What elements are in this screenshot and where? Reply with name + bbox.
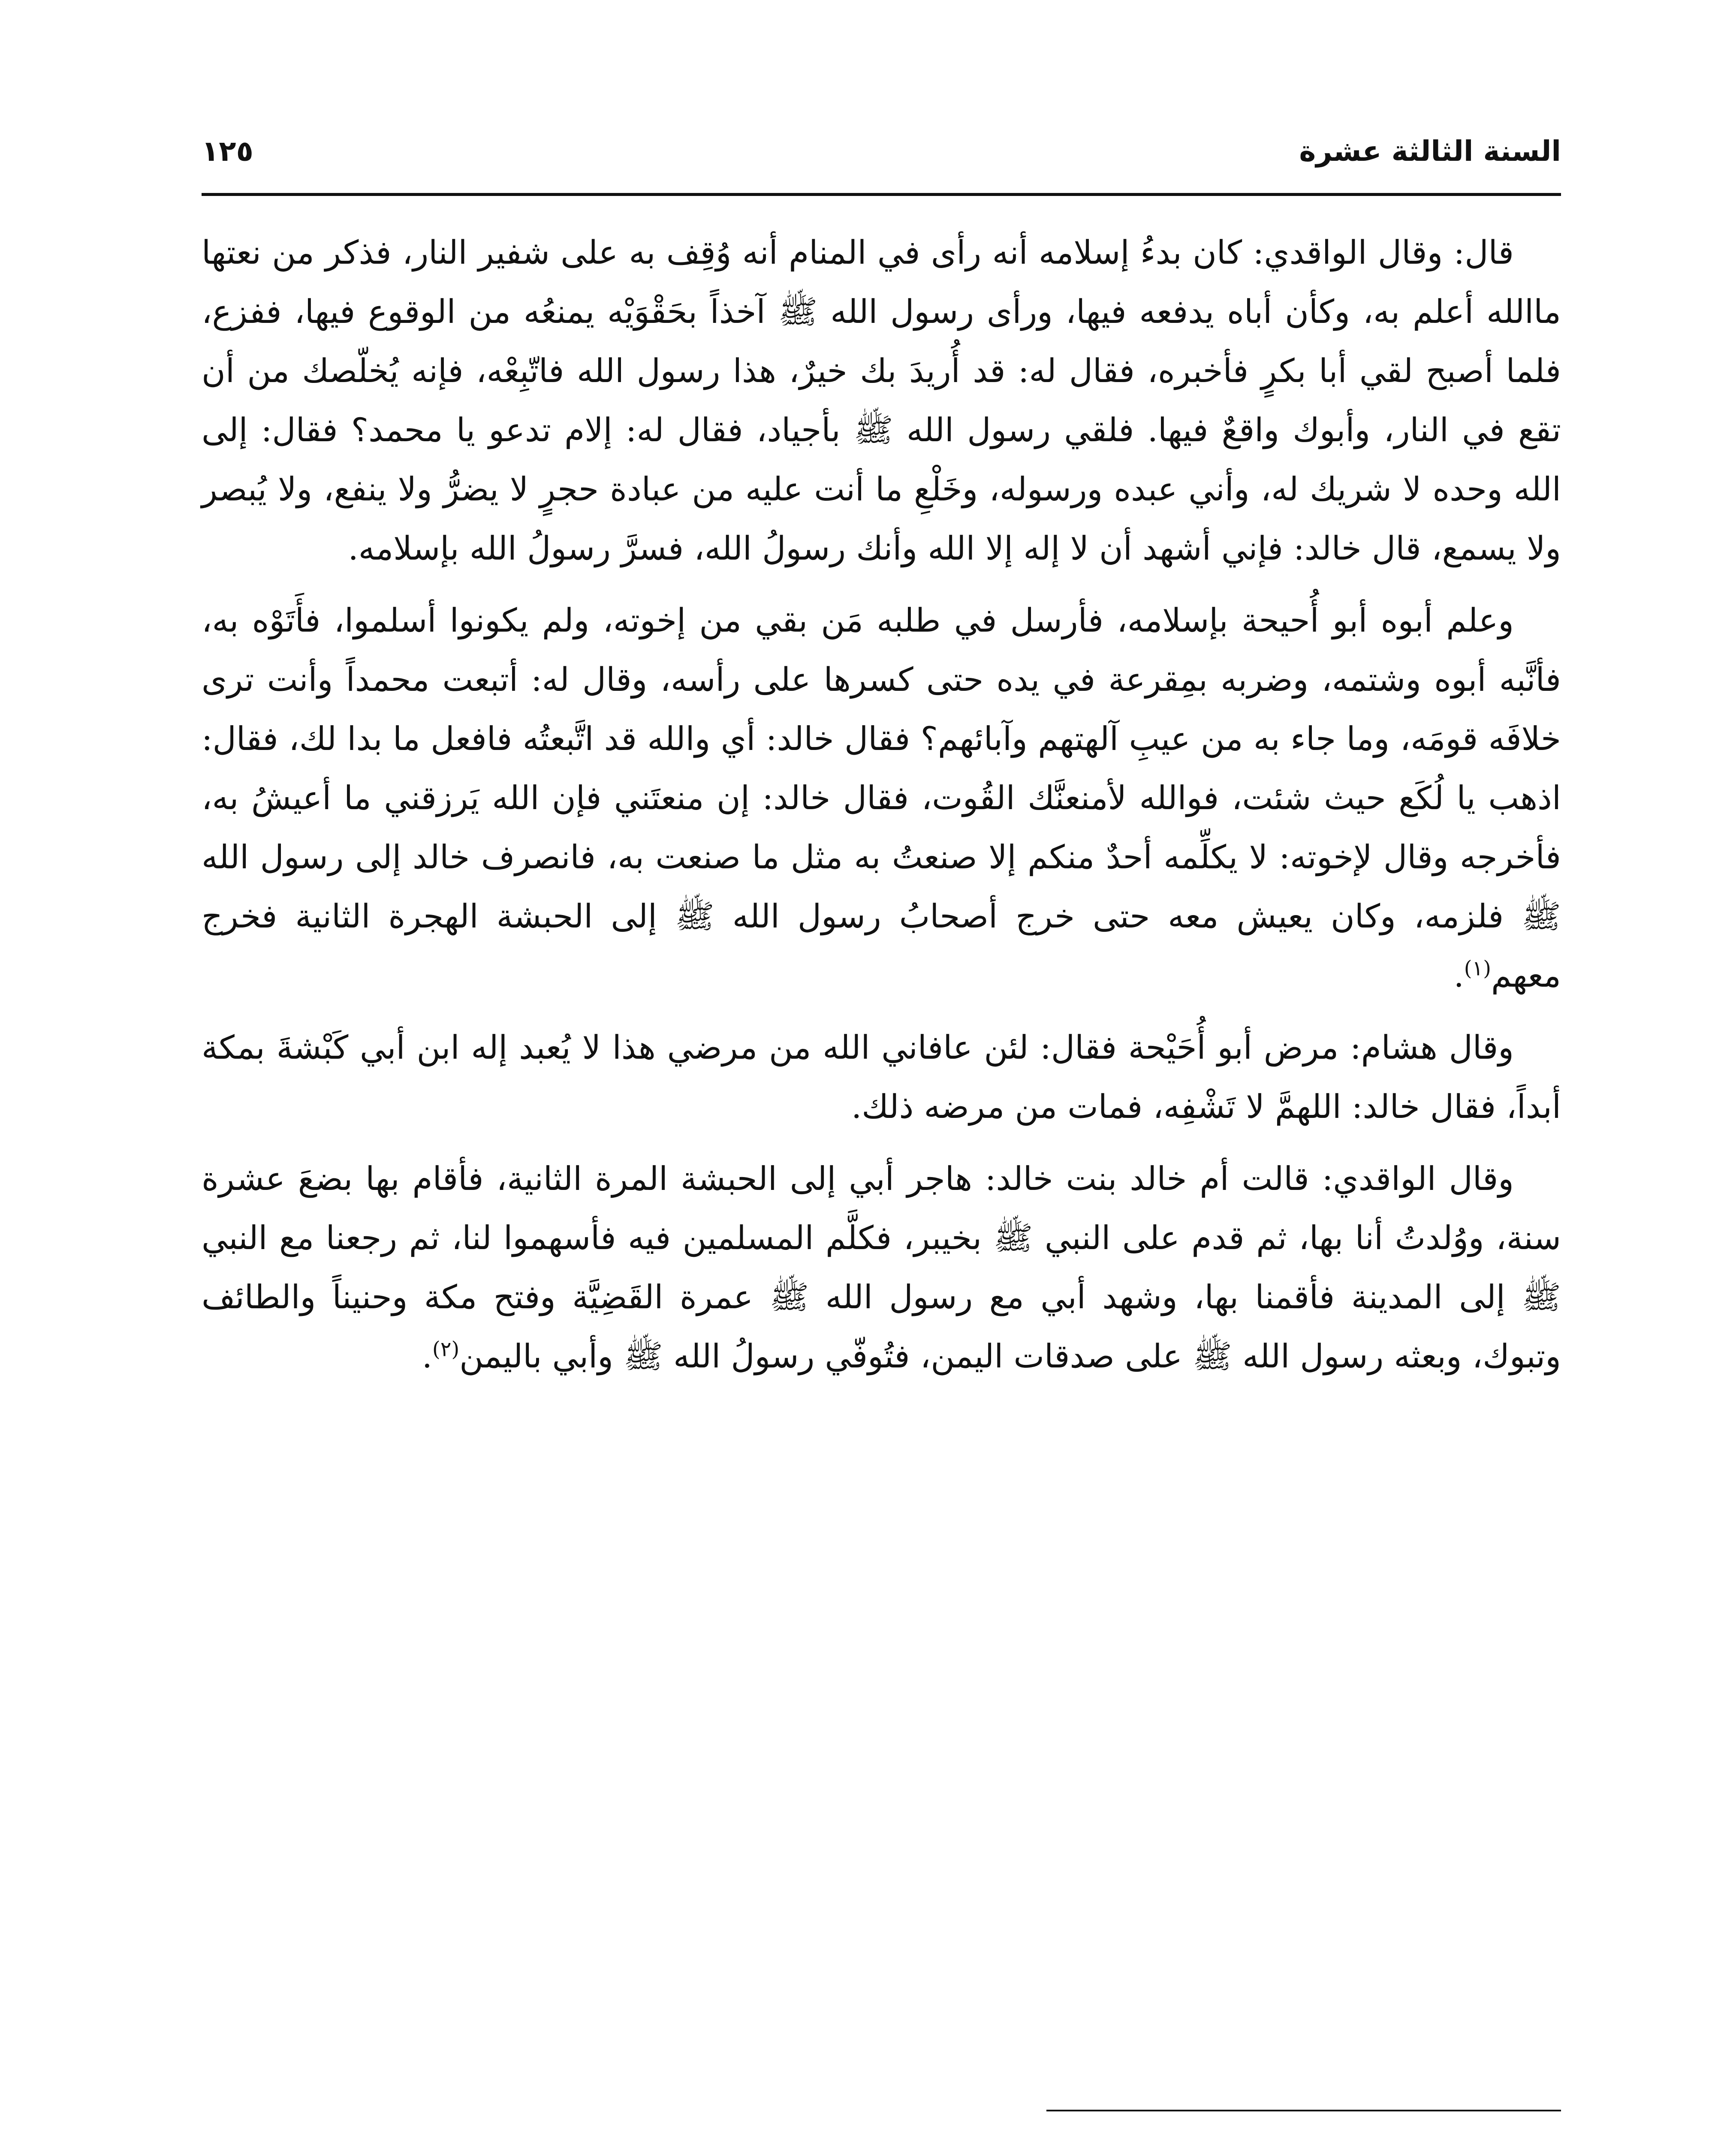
footnote-divider <box>1046 2110 1561 2111</box>
page-number: ١٢٥ <box>202 135 253 168</box>
paragraph-2 <box>202 591 1561 1005</box>
footnote-1 <box>202 2135 1561 2144</box>
sentence-end: . <box>422 1337 433 1375</box>
paragraph-text: وعلم أبوه أبو أُحيحة بإسلامه، فأرسل في طلبه مَن بقي من إخوته، ولم يكونوا أسلموا، فأَتَوْه به، فأنَّبه أبوه وشتمه، وضربه بمِقرعة في يده حتى كسرها على رأسه، وقال له: أتبعت محمداً وأنت ترى خلافَه قومَه، وما جاء به من عيبِ آلهتهم وآبائهم؟ فقال خالد: أي والله قد اتَّبعتُه فافعل ما بدا لك، فقال: اذهب يا لُكَع حيث شئت، فوالله لأمنعنَّك القُوت، فقال خالد: إن منعتَني فإن الله يَرزقني ما أعيشُ به، فأخرجه وقال لإخوته: لا يكلِّمه أحدٌ منكم إلا صنعتُ به مثل ما صنعت به، فانصرف خالد إلى رسول الله ﷺ فلزمه، وكان يعيش معه حتى خرج أصحابُ رسول الله ﷺ إلى الحبشة الهجرة الثانية فخرج معهم <box>202 601 1561 994</box>
paragraph-text: وقال الواقدي: قالت أم خالد بنت خالد: هاجر أبي إلى الحبشة المرة الثانية، فأقام بها بضعَ عشرة سنة، ووُلدتُ أنا بها، ثم قدم على النبي ﷺ بخيبر، فكلَّم المسلمين فيه فأسهموا لنا، ثم رجعنا مع النبي ﷺ إلى المدينة فأقمنا بها، وشهد أبي مع رسول الله ﷺ عمرة القَضِيَّة وفتح مكة وحنيناً والطائف وتبوك، وبعثه رسول الله ﷺ على صدقات اليمن، فتُوفّي رسولُ الله ﷺ وأبي باليمن <box>202 1159 1561 1375</box>
footnotes <box>202 2135 1561 2144</box>
paragraph-1 <box>202 223 1561 578</box>
footnote-reference: (١) <box>1464 956 1492 981</box>
paragraph-3 <box>202 1018 1561 1136</box>
running-title: السنة الثالثة عشرة <box>1299 135 1561 168</box>
header-divider <box>202 193 1561 196</box>
book-page <box>202 129 1561 2144</box>
sentence-end: . <box>1453 956 1464 994</box>
body-text <box>202 223 1561 1399</box>
footnote-reference: (٢) <box>432 1337 460 1361</box>
paragraph-text: وقال هشام: مرض أبو أُحَيْحة فقال: لئن عافاني الله من مرضي هذا لا يُعبد إله ابن أبي كَبْشةَ بمكة أبداً، فقال خالد: اللهمَّ لا تَشْفِه، فمات من مرضه ذلك. <box>202 1028 1561 1126</box>
page-header <box>202 129 1561 193</box>
paragraph-text: قال: وقال الواقدي: كان بدءُ إسلامه أنه رأى في المنام أنه وُقِف به على شفير النار، فذكر من نعتها ماالله أعلم به، وكأن أباه يدفعه فيها، ورأى رسول الله ﷺ آخذاً بحَقْوَيْه يمنعُه من الوقوع فيها، ففزع، فلما أصبح لقي أبا بكرٍ فأخبره، فقال له: قد أُريدَ بك خيرٌ، هذا رسول الله فاتّبِعْه، فإنه يُخلّصك من أن تقع في النار، وأبوك واقعٌ فيها. فلقي رسول الله ﷺ بأجياد، فقال له: إلام تدعو يا محمد؟ فقال: إلى الله وحده لا شريك له، وأني عبده ورسوله، وخَلْعِ ما أنت عليه من عبادة حجرٍ لا يضرُّ ولا ينفع، ولا يُبصر ولا يسمع، قال خالد: فإني أشهد أن لا إله إلا الله وأنك رسولُ الله، فسرَّ رسولُ الله بإسلامه. <box>202 233 1561 567</box>
paragraph-4 <box>202 1149 1561 1386</box>
